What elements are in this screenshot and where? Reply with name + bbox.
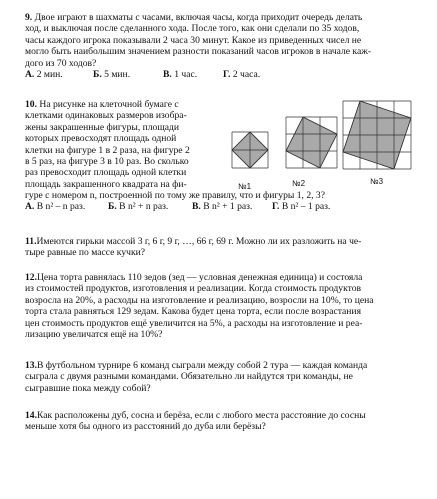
problem-12-number: 12.: [25, 272, 37, 283]
figure-1-grid: [232, 132, 268, 168]
problem-10-line-4: которых превосходят площадь одной: [25, 133, 177, 145]
problem-9-line-5: дого из 70 ходов?: [25, 57, 97, 69]
answer-option: А. 2 мин.: [25, 69, 63, 81]
problem-10-answers: [25, 201, 423, 212]
answer-option: Г. 2 часа.: [223, 69, 261, 81]
problem-10-line-5: клетки на фигуре 1 в 2 раза, на фигуре 2: [25, 144, 190, 156]
problem-12-line-4: торта стала равняться 129 зедам. Какова будет цена торта, если после возрастания: [25, 306, 361, 318]
figure-2-grid: [286, 117, 337, 168]
problem-9-line-3: часы каждого игрока показывали 2 часа 30 минут. Какое из приведенных чисел не: [25, 34, 362, 46]
problem-11: [25, 236, 423, 259]
answer-option: В. 1 час.: [163, 69, 198, 81]
problem-10-line-1: 10. На рисунке на клеточной бумаге с: [25, 99, 179, 110]
figure-2-label: №2: [292, 179, 306, 188]
problem-13-line-1: 13.В футбольном турнире 6 команд сыграли между собой 2 тура — каждая команда: [25, 360, 368, 371]
problem-10-number: 10.: [25, 99, 37, 110]
problem-9-line-1: 9. Двое играют в шахматы с часами, включая часы, когда приходит очередь делать: [25, 12, 363, 23]
problem-11-number: 11.: [25, 236, 37, 247]
problem-11-line-1: 11.Имеются гирьки массой 3 г, 6 г, 9 г, …, 66 г, 69 г. Можно ли их разложить на че-: [25, 236, 362, 247]
problem-12-line-1: 12.Цена торта равнялась 110 зедов (зед — условная денежная единица) и состояла: [25, 272, 363, 283]
shaded-square: [286, 117, 337, 168]
answer-option: В. B n² + 1 раз.: [192, 201, 253, 213]
problem-12: [25, 272, 423, 340]
problem-13-number: 13.: [25, 360, 37, 371]
answer-option: А. B n² – n раз.: [25, 201, 86, 213]
problem-9-line-2: ход, и выключая после сделанного хода. После того, как они сделали по 35 ходов,: [25, 23, 360, 35]
problem-10-line-2: клетками одинаковых размеров изобра-: [25, 110, 187, 122]
figure-2: [286, 117, 337, 168]
problem-10-text: [25, 99, 233, 190]
problem-12-line-5: цен стоимость продуктов ещё увеличится на 5%, а расходы на изготовление и реа-: [25, 317, 363, 329]
problem-9-number: 9.: [25, 12, 33, 23]
problem-14-line-2: меньше хотя бы одного из расстояний до дуба или берёзы?: [25, 421, 266, 433]
problem-13-line-3: сыгравшие пока между собой?: [25, 382, 151, 394]
problem-10-continuation: [25, 190, 423, 213]
problem-9-line-4: могло быть наибольшим значением разности показаний часов игроков в начале каж-: [25, 46, 372, 58]
problem-12-line-2: из стоимостей продуктов, изготовления и реализации. Когда стоимость продуктов: [25, 283, 362, 295]
figure-3-label: №3: [370, 177, 384, 186]
problem-11-line-2: тыре равные по массе кучки?: [25, 247, 145, 259]
figure-3-grid: [343, 101, 411, 169]
problem-14: [25, 410, 423, 433]
answer-option: Б. B n² + n раз.: [108, 201, 169, 213]
problem-13: [25, 360, 423, 394]
problem-12-line-6: лизацию увеличатся ещё на 10%?: [25, 329, 163, 341]
problem-12-line-3: возросла на 20%, а расходы на изготовление и реализацию, возросли на 10%, то цена: [25, 294, 374, 306]
problem-10-line-6: в 5 раз, на фигуре 3 в 10 раз. Во сколько: [25, 156, 189, 168]
problem-14-number: 14.: [25, 410, 37, 421]
answer-option: Г. B n² – 1 раз.: [272, 201, 331, 213]
figure-1-label: №1: [238, 182, 252, 191]
problem-9: [25, 12, 423, 80]
problem-10-last-line: гуре с номером n, построенной по тому же правилу, что и фигуры 1, 2, 3?: [25, 190, 325, 201]
problem-14-line-1: 14.Как расположены дуб, сосна и берёза, если с любого места расстояние до сосны: [25, 410, 366, 421]
figure-3: [343, 101, 411, 169]
figure-1: [232, 132, 268, 168]
answer-option: Б. 5 мин.: [93, 69, 131, 81]
problem-10-line-8: площадь закрашенного квадрата на фи-: [25, 178, 187, 190]
problem-9-answers: [25, 69, 423, 80]
problem-10-line-7: раз превосходит площадь одной клетки: [25, 167, 187, 179]
problem-13-line-2: сыграла с двумя разными командами. Обязательно ли найдутся три команды, не: [25, 371, 353, 383]
problem-10-line-3: жены закрашенные фигуры, площади: [25, 121, 180, 133]
